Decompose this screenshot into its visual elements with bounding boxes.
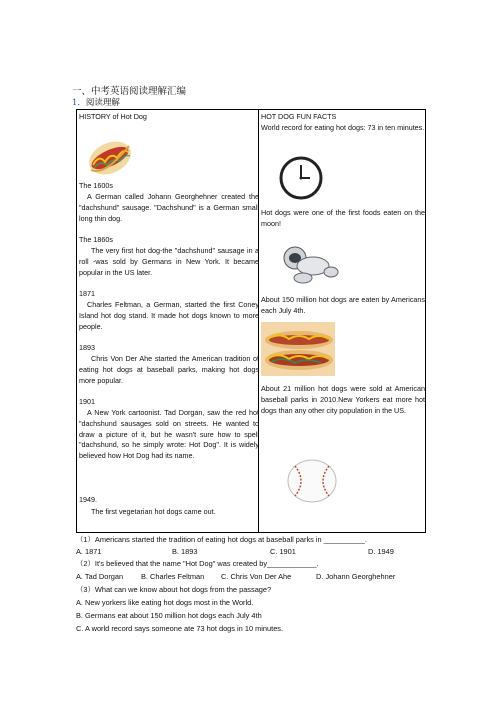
question-1: （1）Americans started the tradition of eating hot dogs at baseball parks in __________. bbox=[76, 535, 367, 544]
reading-table bbox=[76, 109, 426, 533]
fun-facts-column bbox=[259, 110, 426, 533]
year-1893: 1893 bbox=[79, 343, 95, 352]
question-2: （2）It's believed that the name "Hot Dog" was created by____________. bbox=[76, 559, 319, 568]
q2-option-c: C. Chris Von Der Ahe bbox=[221, 572, 292, 581]
q2-option-b: B. Charles Feltman bbox=[141, 572, 205, 581]
text-1893: Chris Von Der Ahe started the American tradition of eating hot dogs at baseball parks, making hot dogs more popular. bbox=[79, 354, 259, 385]
section-heading: 一、中考英语阅读理解汇编 bbox=[72, 86, 187, 97]
fact-baseball-parks: About 21 million hot dogs were sold at American baseball parks in 2010.New Yorkers eat more hot dogs than any other city population in the US. bbox=[261, 384, 425, 415]
year-1600s: The 1600s bbox=[79, 181, 113, 190]
year-1949: 1949. bbox=[79, 495, 97, 504]
text-1901: A New York cartoonist. Tad Dorgan, saw the red hot "dachshund sausages sold on streets. He wanted to draw a picture of it, but he wasn't sure how to spell "dachshund, so he simply wrote: Hot Dog". It is widely believed how Hot Dog had its name. bbox=[79, 408, 259, 461]
hot-dogs-tray-icon bbox=[261, 322, 335, 376]
text-1871: Charles Feltman, a German, started the first Coney Island hot dog stand. It made hot dogs known to more people. bbox=[79, 300, 259, 331]
text-1949: The first vegetarian hot dogs came out. bbox=[91, 507, 216, 516]
sub-heading-text: 阅读理解 bbox=[85, 98, 120, 108]
text-1600s: A German called Johann Georghehner created the "dachshund" sausage. "Dachshund" is a German small long thin dog. bbox=[79, 192, 259, 223]
q3-option-a: A. New yorkers like eating hot dogs most in the World. bbox=[76, 598, 254, 607]
text-1860s: The very first hot dog-the "dachshund" sausage in a roll -was sold by Germans in New York. It became popular in the US later. bbox=[79, 246, 259, 277]
baseball-icon bbox=[285, 458, 339, 504]
q1-option-b: B. 1893 bbox=[172, 547, 198, 556]
history-title: HISTORY of Hot Dog bbox=[79, 112, 147, 121]
astronaut-icon bbox=[273, 242, 343, 286]
q3-option-b: B. Germans eat about 150 million hot dogs each July 4th bbox=[76, 611, 262, 620]
year-1860s: The 1860s bbox=[79, 235, 113, 244]
hot-dog-icon bbox=[85, 132, 135, 180]
clock-icon bbox=[279, 156, 323, 200]
q1-option-d: D. 1949 bbox=[368, 547, 394, 556]
year-1871: 1871 bbox=[79, 289, 95, 298]
q3-option-c: C. A world record says someone ate 73 hot dogs in 10 minutes. bbox=[76, 624, 284, 633]
q1-option-c: C. 1901 bbox=[270, 547, 296, 556]
history-column bbox=[77, 110, 259, 533]
q2-option-d: D. Johann Georghehner bbox=[316, 572, 396, 581]
q1-option-a: A. 1871 bbox=[76, 547, 102, 556]
fact-world-record: World record for eating hot dogs: 73 in ten minutes. bbox=[261, 123, 425, 132]
q2-option-a: A. Tad Dorgan bbox=[76, 572, 124, 581]
fact-july-4th: About 150 million hot dogs are eaten by Americans each July 4th. bbox=[261, 295, 425, 315]
year-1901: 1901 bbox=[79, 397, 95, 406]
sub-heading-number: 1． bbox=[72, 98, 86, 108]
question-3: （3）What can we know about hot dogs from the passage? bbox=[76, 585, 272, 594]
fact-moon: Hot dogs were one of the first foods eaten on the moon! bbox=[261, 208, 425, 228]
fun-facts-title: HOT DOG FUN FACTS bbox=[261, 112, 337, 121]
sub-heading bbox=[72, 96, 120, 108]
